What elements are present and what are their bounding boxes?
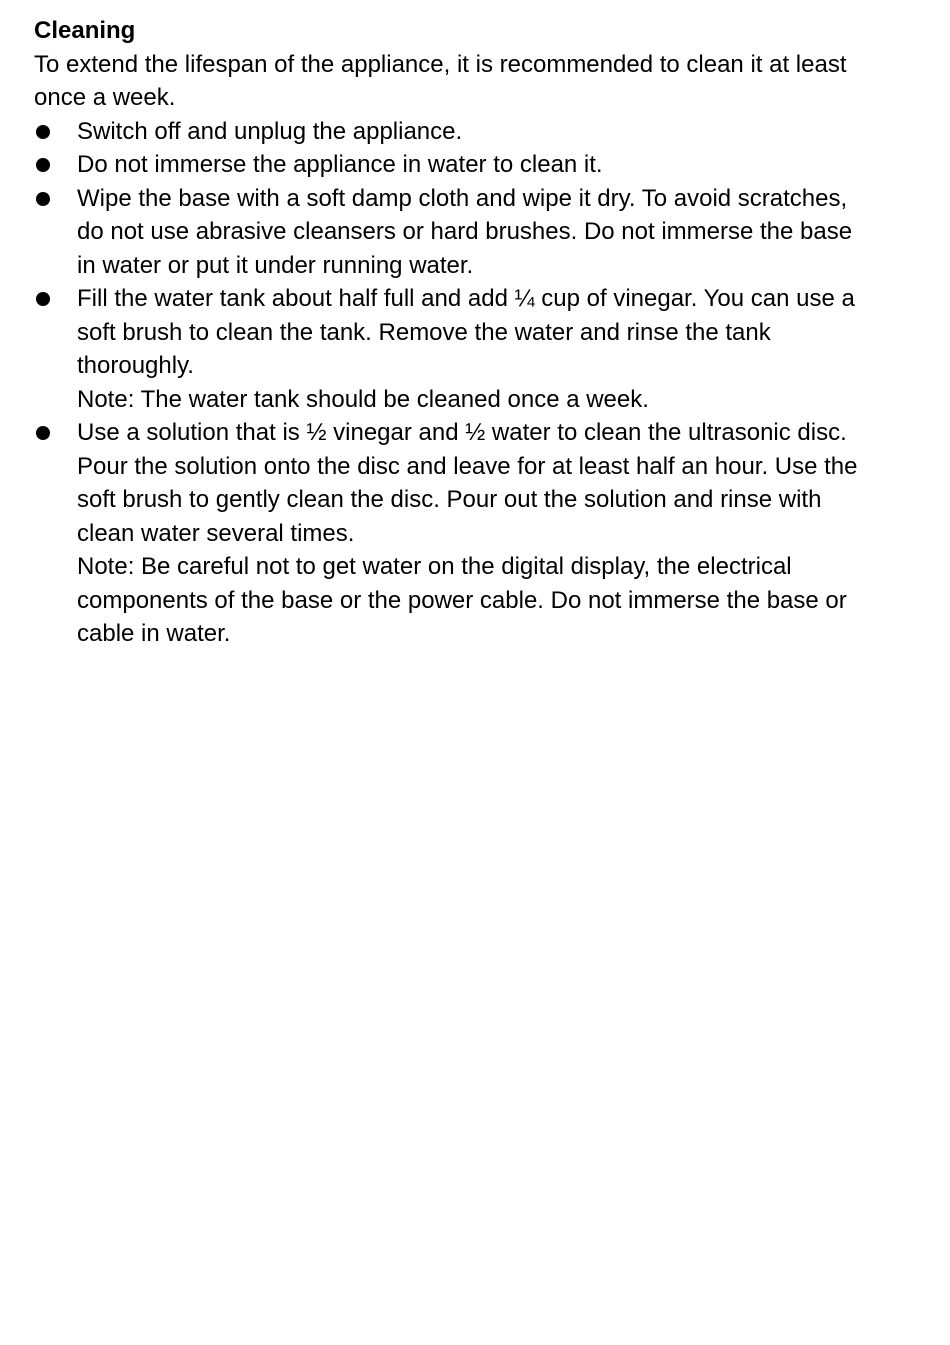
cleaning-steps-list [34, 115, 874, 651]
step-text: Switch off and unplug the appliance. [77, 117, 463, 145]
section-title: Cleaning [34, 17, 136, 44]
intro-paragraph: To extend the lifespan of the appliance, it is recommended to clean it at least once a week. [34, 50, 847, 111]
list-item [34, 182, 874, 283]
bullet-icon [36, 292, 50, 306]
step-text: Do not immerse the appliance in water to clean it. [77, 151, 603, 178]
bullet-icon [36, 192, 50, 206]
step-text: Fill the water tank about half full and add ¼ cup of vinegar. You can use a soft brush to clean the tank. Remove the water and rinse the tank thoroughly. [77, 285, 855, 379]
list-item [34, 416, 874, 651]
step-text: Wipe the base with a soft damp cloth and wipe it dry. To avoid scratches, do not use abrasive cleansers or hard brushes. Do not immerse the base in water or put it under running water. [77, 184, 853, 279]
document-page [34, 14, 874, 651]
list-item [34, 148, 874, 182]
step-note: Note: Be careful not to get water on the digital display, the electrical components of the base or the power cable. Do not immerse the base or cable in water. [77, 553, 847, 647]
bullet-icon [36, 158, 50, 172]
step-text: Use a solution that is ½ vinegar and ½ water to clean the ultrasonic disc. Pour the solution onto the disc and leave for at least half an hour. Use the soft brush to gently clean the disc. Pour out the solution and rinse with clean water several times. [77, 419, 858, 547]
list-item [34, 282, 874, 416]
bullet-icon [36, 125, 50, 139]
bullet-icon [36, 426, 50, 440]
step-note: Note: The water tank should be cleaned once a week. [77, 385, 649, 413]
list-item [34, 115, 874, 149]
